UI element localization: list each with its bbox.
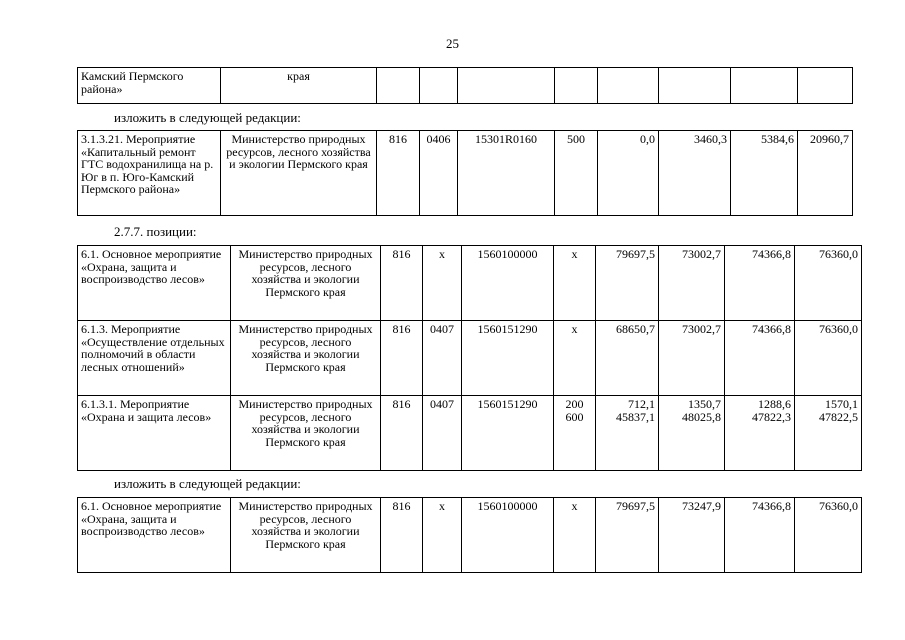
cell-section-code: 0406 [420, 131, 458, 216]
cell-value-year-2 [659, 68, 731, 104]
cell-executor: Министерство природных ресурсов, лесного хозяйства и экологии Пермского края [231, 246, 381, 321]
instruction-text-1: изложить в следующей редакции: [114, 110, 301, 125]
cell-ministry-code: 816 [381, 396, 423, 471]
table-row [78, 131, 853, 216]
cell-ministry-code [377, 68, 420, 104]
cell-target-article [458, 68, 555, 104]
table-row [78, 321, 862, 396]
cell-value-year-1 [598, 68, 659, 104]
table-row [78, 68, 853, 104]
cell-measure-name: 3.1.3.21. Мероприятие «Капитальный ремонт ГТС водохранилища на р. Юг в п. Юго-Камский Пермского района» [78, 131, 221, 216]
cell-value-year-4: 76360,0 [795, 498, 862, 573]
cell-value-year-1: 0,0 [598, 131, 659, 216]
cell-measure-name: Камский Пермского района» [78, 68, 221, 104]
cell-value-year-3: 74366,8 [725, 246, 795, 321]
cell-value-year-2: 73247,9 [659, 498, 725, 573]
cell-value-year-3: 74366,8 [725, 321, 795, 396]
cell-expense-type: х [554, 321, 596, 396]
cell-value-year-2: 1350,7 48025,8 [659, 396, 725, 471]
cell-value-year-1: 712,1 45837,1 [596, 396, 659, 471]
cell-value-year-2: 73002,7 [659, 246, 725, 321]
cell-measure-name: 6.1. Основное мероприятие «Охрана, защита и воспроизводство лесов» [78, 246, 231, 321]
instruction-text-3: изложить в следующей редакции: [114, 476, 301, 491]
cell-value-year-3: 1288,6 47822,3 [725, 396, 795, 471]
cell-value-year-4 [798, 68, 853, 104]
cell-expense-type: х [554, 246, 596, 321]
cell-expense-type: 500 [555, 131, 598, 216]
cell-target-article: 1560151290 [462, 396, 554, 471]
table-row [78, 396, 862, 471]
cell-value-year-1: 68650,7 [596, 321, 659, 396]
cell-value-year-3: 74366,8 [725, 498, 795, 573]
cell-section-code [420, 68, 458, 104]
cell-expense-type: 200 600 [554, 396, 596, 471]
table-row [78, 498, 862, 573]
cell-target-article: 15301R0160 [458, 131, 555, 216]
cell-section-code: 0407 [423, 321, 462, 396]
cell-value-year-1: 79697,5 [596, 498, 659, 573]
budget-table-revised-3-1-3-21 [77, 130, 853, 216]
cell-value-year-2: 73002,7 [659, 321, 725, 396]
cell-measure-name: 6.1.3.1. Мероприятие «Охрана и защита лесов» [78, 396, 231, 471]
table-row [78, 246, 862, 321]
cell-ministry-code: 816 [381, 498, 423, 573]
cell-ministry-code: 816 [377, 131, 420, 216]
cell-executor: Министерство природных ресурсов, лесного хозяйства и экологии Пермского края [231, 396, 381, 471]
cell-section-code: 0407 [423, 396, 462, 471]
cell-target-article: 1560100000 [462, 498, 554, 573]
cell-executor: Министерство природных ресурсов, лесного хозяйства и экологии Пермского края [221, 131, 377, 216]
cell-value-year-4: 76360,0 [795, 321, 862, 396]
cell-ministry-code: 816 [381, 246, 423, 321]
budget-table-positions-2-7-7 [77, 245, 862, 471]
cell-section-code: х [423, 246, 462, 321]
cell-expense-type: х [554, 498, 596, 573]
budget-table-top-fragment [77, 67, 853, 104]
budget-table-revised-6-1 [77, 497, 862, 573]
instruction-text-2: 2.7.7. позиции: [114, 224, 197, 239]
cell-value-year-4: 20960,7 [798, 131, 853, 216]
cell-measure-name: 6.1. Основное мероприятие «Охрана, защита и воспроизводство лесов» [78, 498, 231, 573]
page-number: 25 [446, 36, 459, 51]
cell-value-year-2: 3460,3 [659, 131, 731, 216]
cell-executor: Министерство природных ресурсов, лесного хозяйства и экологии Пермского края [231, 321, 381, 396]
cell-value-year-4: 1570,1 47822,5 [795, 396, 862, 471]
cell-value-year-3 [731, 68, 798, 104]
cell-executor: Министерство природных ресурсов, лесного хозяйства и экологии Пермского края [231, 498, 381, 573]
cell-target-article: 1560100000 [462, 246, 554, 321]
cell-target-article: 1560151290 [462, 321, 554, 396]
cell-expense-type [555, 68, 598, 104]
cell-value-year-3: 5384,6 [731, 131, 798, 216]
cell-measure-name: 6.1.3. Мероприятие «Осуществление отдельных полномочий в области лесных отношений» [78, 321, 231, 396]
cell-executor: края [221, 68, 377, 104]
cell-section-code: х [423, 498, 462, 573]
cell-ministry-code: 816 [381, 321, 423, 396]
cell-value-year-1: 79697,5 [596, 246, 659, 321]
cell-value-year-4: 76360,0 [795, 246, 862, 321]
